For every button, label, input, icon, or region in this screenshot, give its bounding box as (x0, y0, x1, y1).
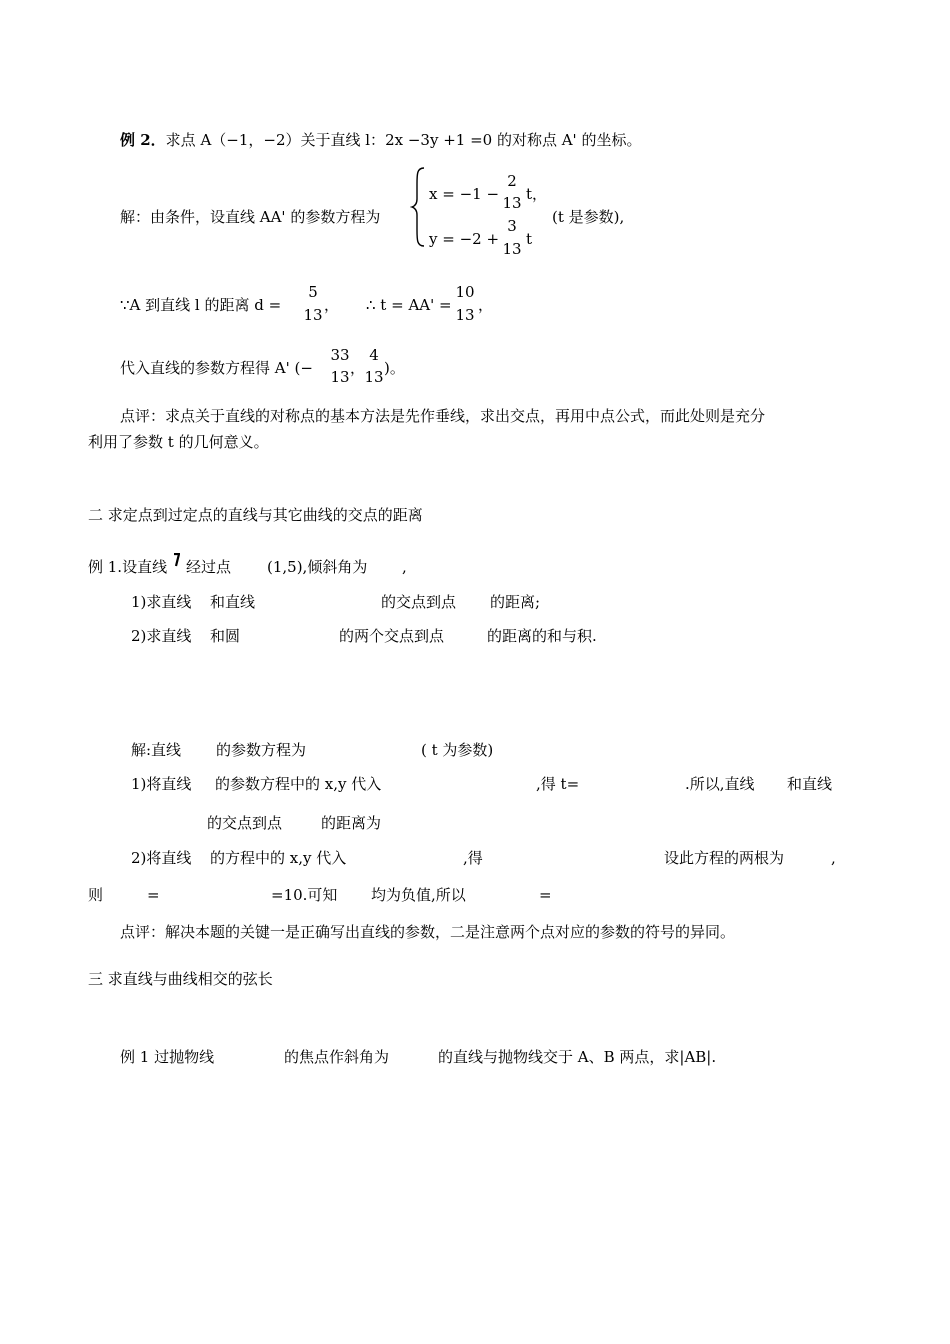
q2-b: 和圆 (210, 627, 241, 645)
substitute-end: )。 (384, 359, 405, 377)
section3-ex-c: 的直线与抛物线交于 A、B 两点，求|AB|. (438, 1048, 717, 1066)
d-denominator: 13 (303, 306, 323, 324)
q1-b: 和直线 (210, 593, 256, 611)
q2-a: 2)求直线 (131, 627, 192, 645)
coord-sep: ， (350, 359, 366, 377)
s3-d: 均为负值,所以 (371, 886, 466, 904)
q1-d: 的距离; (490, 593, 541, 611)
y-numerator: 4 (369, 346, 379, 364)
s1-f: 的交点到点 (207, 814, 283, 832)
t-numerator: 10 (455, 283, 475, 301)
s1-c: ,得 t= (536, 775, 580, 793)
substitute-text: 代入直线的参数方程得 A' (− (120, 359, 313, 377)
eq1-denominator: 13 (502, 194, 522, 212)
s1-e: 和直线 (787, 775, 833, 793)
section3-ex-a: 例 1 过抛物线 (120, 1048, 215, 1066)
sol-a: 解:直线 (131, 741, 182, 759)
s1-a: 1)将直线 (131, 775, 192, 793)
s2-e: , (831, 849, 836, 867)
x-denominator: 13 (330, 368, 350, 386)
section3-ex-b: 的焦点作斜角为 (284, 1048, 390, 1066)
s2-a: 2)将直线 (131, 849, 192, 867)
line-symbol-icon (172, 553, 180, 567)
solution-prefix: 解：由条件，设直线 AA' 的参数方程为 (120, 208, 381, 226)
s2-c: ,得 (463, 849, 483, 867)
q2-c: 的两个交点到点 (339, 627, 445, 645)
param-note: (t 是参数), (552, 208, 625, 226)
s2-b: 的方程中的 x,y 代入 (210, 849, 347, 867)
eq1-left: x = −1 − (429, 185, 500, 203)
x-numerator: 33 (330, 346, 350, 364)
s1-b: 的参数方程中的 x,y 代入 (215, 775, 382, 793)
section2-heading: 二 求定点到过定点的直线与其它曲线的交点的距离 (88, 506, 423, 524)
s3-b: = (147, 886, 160, 904)
s1-d: .所以,直线 (685, 775, 755, 793)
eq1-tail: t， (526, 185, 548, 203)
section2-ex1-comma: , (402, 558, 407, 576)
eq2-numerator: 3 (507, 217, 517, 235)
sol-b: 的参数方程为 (216, 741, 307, 759)
example-label: 例 2． (120, 131, 166, 149)
s1-g: 的距离为 (321, 814, 382, 832)
section2-ex1-label: 例 1.设直线 (88, 558, 168, 576)
y-denominator: 13 (364, 368, 384, 386)
d-comma: ， (324, 296, 340, 314)
q1-a: 1)求直线 (131, 593, 192, 611)
s3-c: =10.可知 (271, 886, 338, 904)
eq2-tail: t (526, 230, 533, 248)
distance-text: ∵A 到直线 l 的距离 d = (120, 296, 282, 314)
t-text: ∴ t = AA' = (366, 296, 452, 314)
d-numerator: 5 (308, 283, 318, 301)
s3-e: = (539, 886, 552, 904)
section2-ex1-point: (1,5),倾斜角为 (267, 558, 368, 576)
eq1-numerator: 2 (507, 172, 517, 190)
t-denominator: 13 (455, 306, 475, 324)
sol-c: ( t 为参数) (421, 741, 494, 759)
section2-ex1-a: 经过点 (186, 558, 232, 576)
s3-a: 则 (88, 886, 104, 904)
q2-d: 的距离的和与积. (487, 627, 597, 645)
comment1-line2: 利用了参数 t 的几何意义。 (88, 433, 269, 451)
q1-c: 的交点到点 (381, 593, 457, 611)
t-comma: ， (478, 296, 494, 314)
eq2-left: y = −2 + (429, 230, 500, 248)
example-2-heading (120, 131, 641, 149)
s2-d: 设此方程的两根为 (664, 849, 785, 867)
comment1-line1: 点评：求点关于直线的对称点的基本方法是先作垂线，求出交点，再用中点公式，而此处则是充分 (120, 407, 766, 425)
example-text: 求点 A（−1，−2）关于直线 l：2x −3y +1 =0 的对称点 A' 的坐标。 (165, 131, 642, 149)
section3-heading: 三 求直线与曲线相交的弦长 (88, 970, 273, 988)
left-brace-icon (410, 166, 428, 248)
eq2-denominator: 13 (502, 240, 522, 258)
section2-comment: 点评：解决本题的关键一是正确写出直线的参数，二是注意两个点对应的参数的符号的异同。 (120, 923, 736, 941)
